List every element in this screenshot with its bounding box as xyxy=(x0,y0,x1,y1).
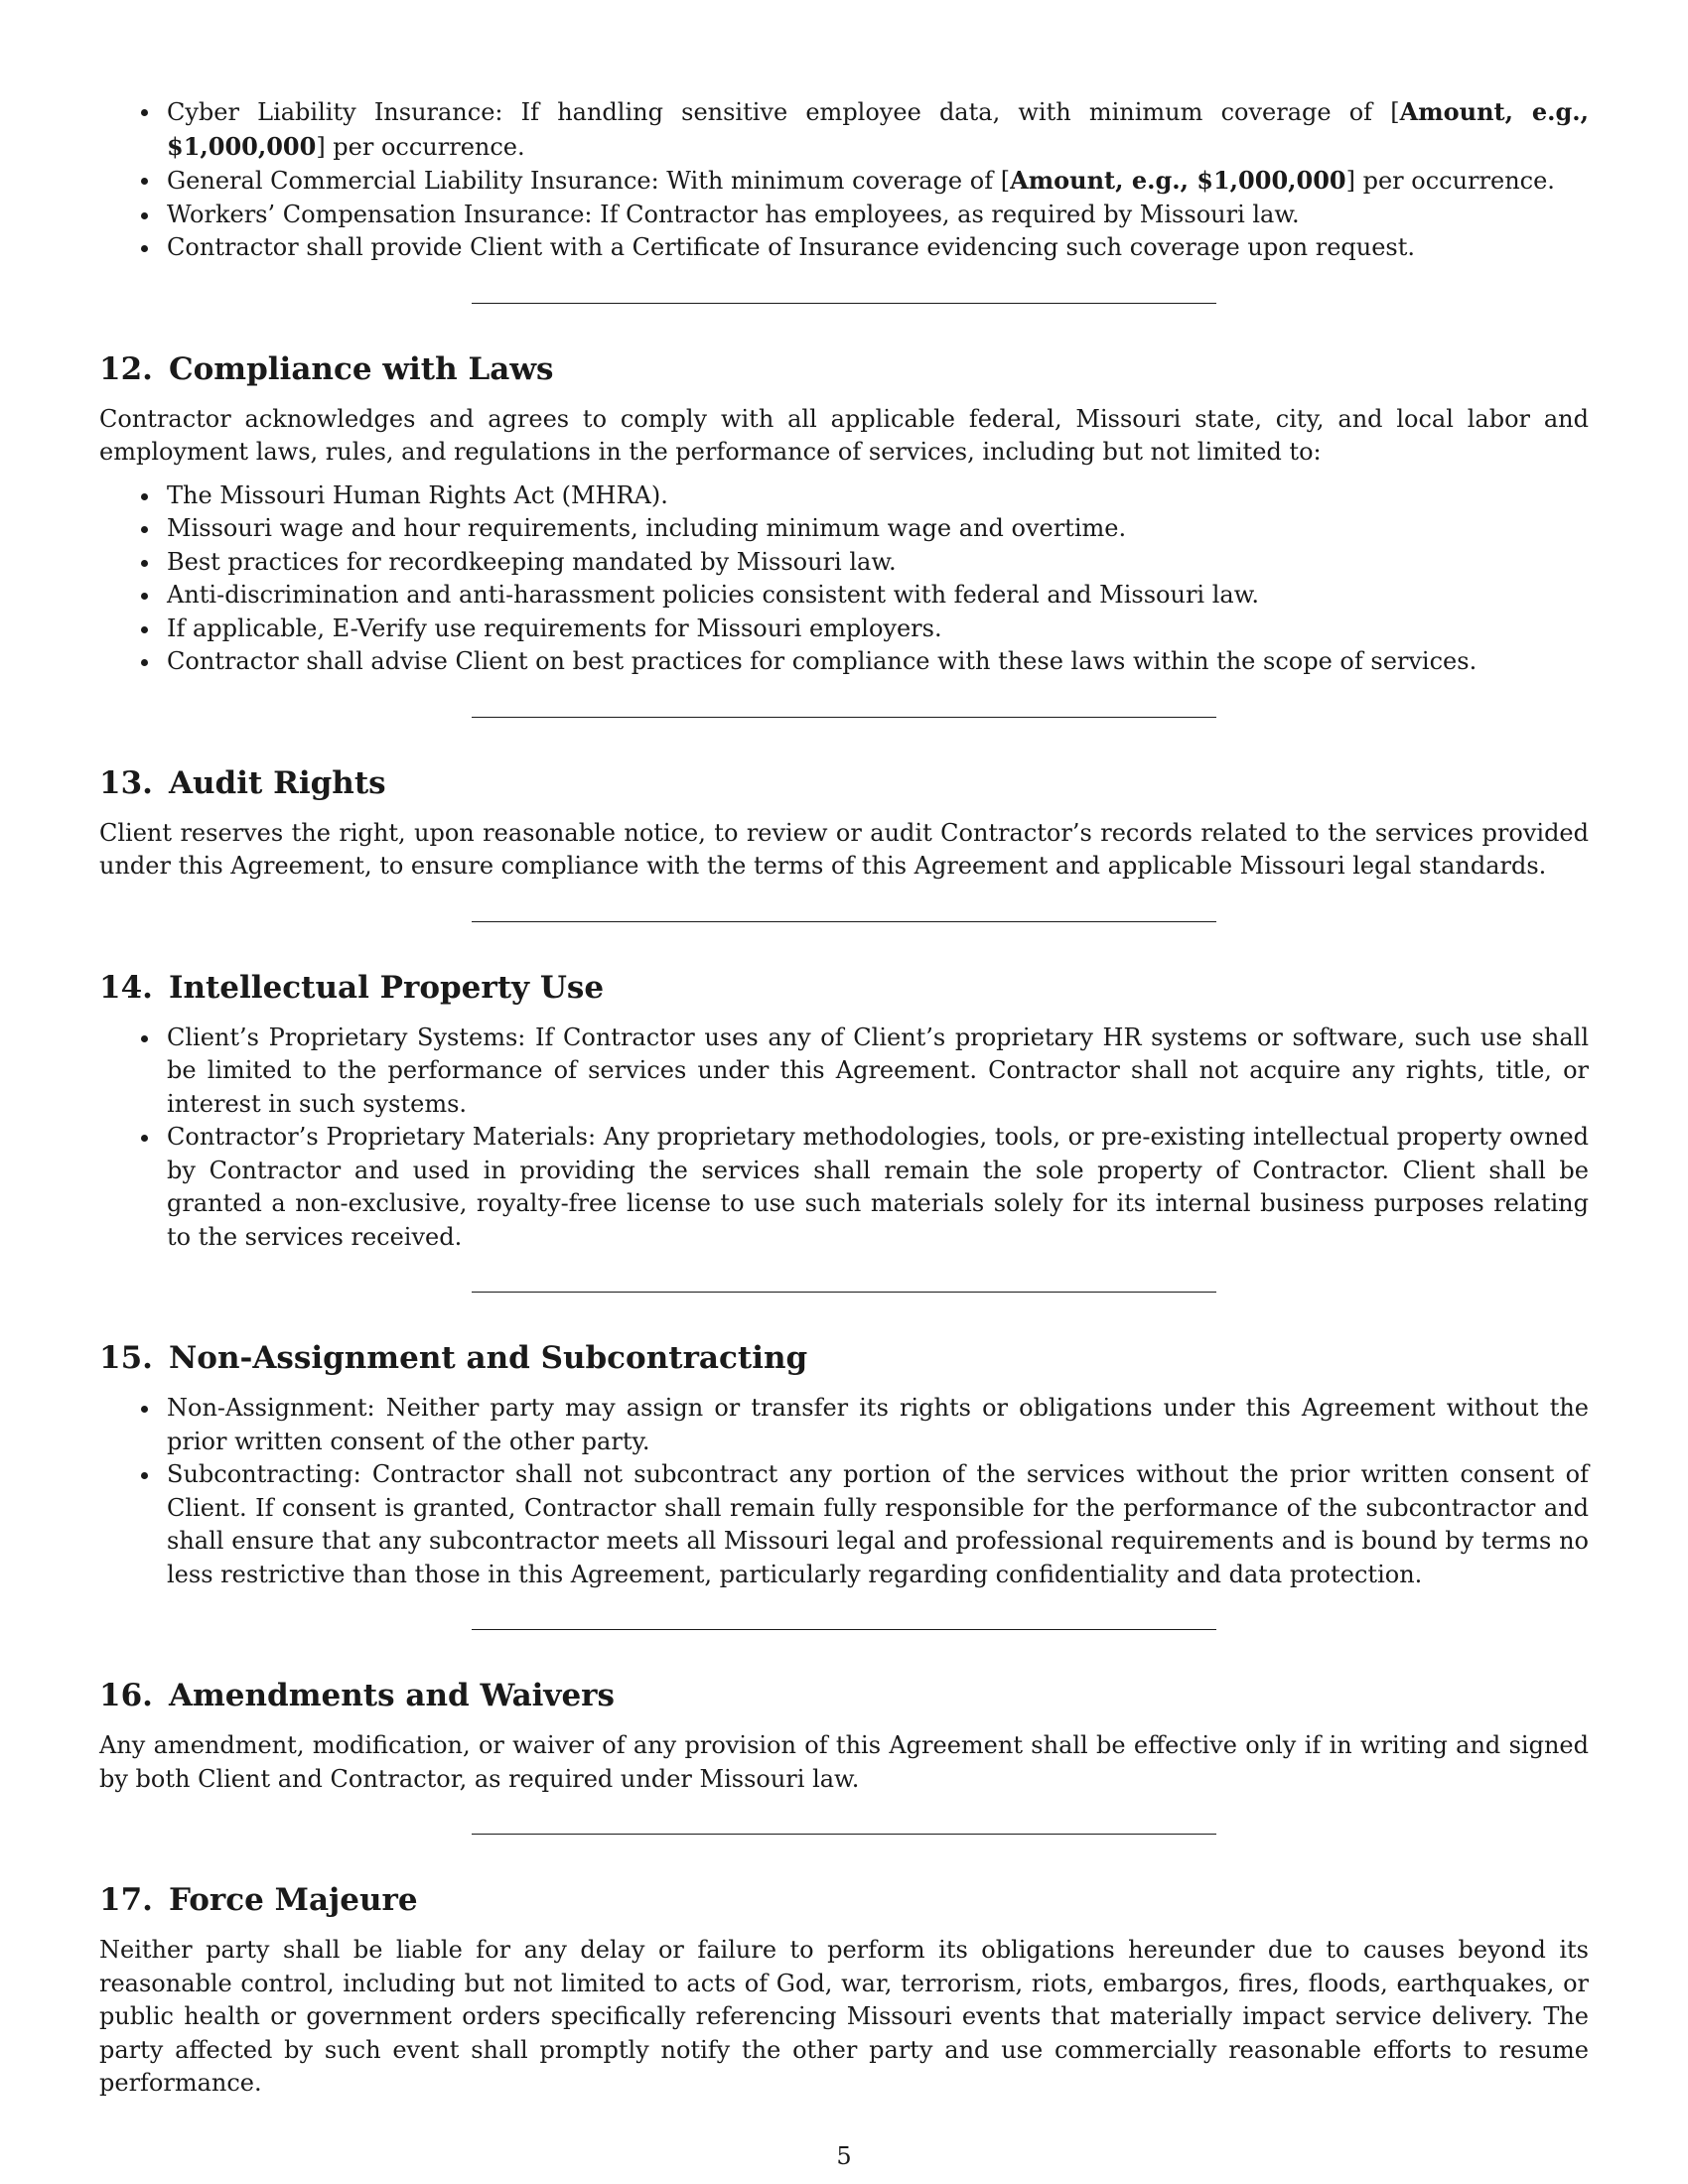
list-item: The Missouri Human Rights Act (MHRA). xyxy=(99,479,1589,513)
list-item: Contractor’s Proprietary Materials: Any proprietary methodologies, tools, or pre-existing intellectual property owned by Contractor and used in providing the services shall remain the sole property of Contractor. Client shall be granted a non-exclusive, royalty-free license to use such materials solely for its internal business purposes relating to the services received. xyxy=(99,1121,1589,1254)
list-item: Best practices for recordkeeping mandated by Missouri law. xyxy=(99,546,1589,580)
section-divider xyxy=(472,717,1216,718)
section-heading-14: 14. Intellectual Property Use xyxy=(99,969,605,1006)
page-content xyxy=(99,95,1589,2101)
list-item: Contractor shall advise Client on best practices for compliance with these laws within the scope of services. xyxy=(99,645,1589,679)
list-item: Client’s Proprietary Systems: If Contractor uses any of Client’s proprietary HR systems or software, such use shall be limited to the performance of services under this Agreement. Contractor shall not acquire any rights, title, or interest in such systems. xyxy=(99,1022,1589,1122)
list-item: Cyber Liability Insurance: If handling sensitive employee data, with minimum coverage of [Amount, e.g., $1,000,000] per occurrence. xyxy=(99,95,1589,164)
section-heading-13: 13. Audit Rights xyxy=(99,764,386,801)
list-item: Subcontracting: Contractor shall not subcontract any portion of the services without the prior written consent of Client. If consent is granted, Contractor shall remain fully responsible for the performance of the subcontractor and shall ensure that any subcontractor meets all Missouri legal and professional requirements and is bound by terms no less restrictive than those in this Agreement, particularly regarding confidentiality and data protection. xyxy=(99,1458,1589,1591)
section-12-list xyxy=(99,479,1589,679)
section-heading-12: 12. Compliance with Laws xyxy=(99,350,554,387)
section-divider xyxy=(472,1834,1216,1835)
insurance-list xyxy=(99,95,1589,265)
section-divider xyxy=(472,921,1216,922)
page-number: 5 xyxy=(836,2142,852,2170)
section-16-body: Any amendment, modification, or waiver of any provision of this Agreement shall be effective only if in writing and signed by both Client and Contractor, as required under Missouri law. xyxy=(99,1731,1589,1793)
section-heading-16: 16. Amendments and Waivers xyxy=(99,1678,615,1713)
section-14-list xyxy=(99,1022,1589,1255)
section-12-intro: Contractor acknowledges and agrees to comply with all applicable federal, Missouri state, city, and local labor and employment laws, rules, and regulations in the performance of services, including but not limited to: xyxy=(99,404,1589,466)
list-item: Non-Assignment: Neither party may assign or transfer its rights or obligations under this Agreement without the prior written consent of the other party. xyxy=(99,1392,1589,1458)
section-17-body: Neither party shall be liable for any delay or failure to perform its obligations hereunder due to causes beyond its reasonable control, including but not limited to acts of God, war, terrorism, riots, embargos, fires, floods, earthquakes, or public health or government orders specifically referencing Missouri events that materially impact service delivery. The party affected by such event shall promptly notify the other party and use commercially reasonable efforts to resume performance. xyxy=(99,1936,1589,2097)
section-heading-17: 17. Force Majeure xyxy=(99,1882,418,1918)
list-item: Missouri wage and hour requirements, including minimum wage and overtime. xyxy=(99,512,1589,546)
section-divider xyxy=(472,1629,1216,1630)
section-15-list xyxy=(99,1392,1589,1591)
amount-placeholder: Amount, e.g., $1,000,000 xyxy=(167,97,1589,161)
list-item: Workers’ Compensation Insurance: If Contractor has employees, as required by Missouri law. xyxy=(99,199,1589,232)
section-divider xyxy=(472,1292,1216,1293)
section-13-body: Client reserves the right, upon reasonable notice, to review or audit Contractor’s records related to the services provided under this Agreement, to ensure compliance with the terms of this Agreement and applicable Missouri legal standards. xyxy=(99,818,1589,880)
section-divider xyxy=(472,303,1216,304)
list-item: General Commercial Liability Insurance: With minimum coverage of [Amount, e.g., $1,000,000] per occurrence. xyxy=(99,164,1589,199)
list-item: If applicable, E-Verify use requirements for Missouri employers. xyxy=(99,613,1589,646)
section-heading-15: 15. Non-Assignment and Subcontracting xyxy=(99,1340,808,1376)
list-item: Anti-discrimination and anti-harassment policies consistent with federal and Missouri law. xyxy=(99,579,1589,613)
amount-placeholder: Amount, e.g., $1,000,000 xyxy=(1010,166,1346,195)
list-item: Contractor shall provide Client with a Certificate of Insurance evidencing such coverage upon request. xyxy=(99,231,1589,265)
